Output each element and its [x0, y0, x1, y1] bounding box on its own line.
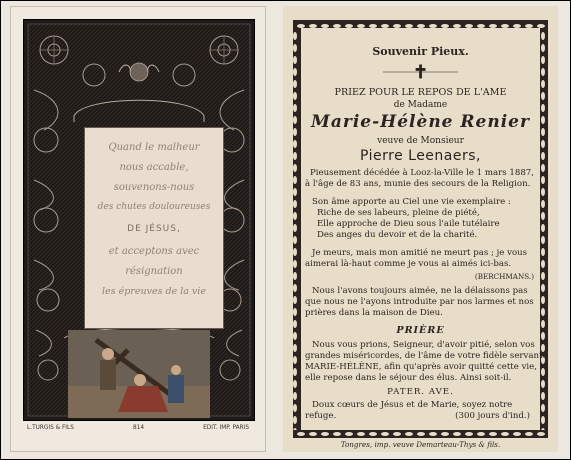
poem-line: Riche de ses labeurs, pleine de piété,	[317, 208, 480, 218]
deceased-name: Marie-Hélène Renier	[311, 112, 530, 132]
printer-imprint: Tongres, imp. veuve Demarteau-Thys & fils.	[340, 440, 501, 449]
verse-line: Quand le malheur	[108, 142, 200, 153]
verse-panel	[84, 127, 224, 329]
husband-name: Pierre Leenaers,	[359, 148, 481, 164]
quote-attribution: (BERCHMANS.)	[474, 272, 534, 281]
paragraph-line: prières dans la maison de Dieu.	[305, 308, 443, 318]
verse-line: et acceptons avec	[108, 246, 200, 257]
honorific: de Madame	[393, 100, 448, 110]
holy-card-front	[10, 6, 266, 452]
poem-line: Des anges du devoir et de la charité.	[317, 230, 478, 240]
invocation-line: refuge.	[305, 411, 337, 421]
paragraph-line: Nous l'avons toujours aimée, ne la délaissons pas	[312, 286, 528, 296]
widow-of: veuve de Monsieur	[377, 136, 464, 146]
prayer-request: PRIEZ POUR LE REPOS DE L'AME	[334, 87, 507, 98]
death-notice-line: Pieusement décédée à Looz-la-Ville le 1 mars 1887,	[310, 168, 534, 178]
card-heading: Souvenir Pieux.	[372, 45, 469, 58]
publisher-city: EDIT. IMP. PARIS	[203, 425, 249, 431]
quote-line: aimerai là-haut comme je vous ai aimés ici-bas.	[305, 259, 512, 269]
publisher-name: L.TURGIS & FILS	[27, 425, 74, 431]
quote-line: Je meurs, mais mon amitié ne meurt pas ; je vous	[312, 248, 528, 258]
memorial-text-card	[283, 6, 558, 452]
invocation-line: Doux cœurs de Jésus et de Marie, soyez notre	[312, 400, 513, 410]
publisher-line	[23, 423, 253, 437]
verse-line: nous accable,	[119, 162, 189, 173]
prayer-heading: PRIÈRE	[396, 325, 445, 336]
verse-line: les épreuves de la vie	[102, 286, 206, 297]
poem-line: Elle approche de Dieu sous l'aile tutélaire	[317, 219, 500, 229]
death-notice-line: à l'âge de 83 ans, munie des secours de la Religion.	[305, 179, 531, 189]
verse-line: DE JÉSUS,	[127, 224, 181, 234]
prayer-line: grandes miséricordes, de l'âme de votre fidèle servante	[305, 351, 548, 361]
verse-line: souvenons-nous	[113, 182, 195, 193]
verse-line: des chutes douloureuses	[97, 202, 211, 212]
christ-carrying-cross-illustration	[68, 330, 210, 418]
pater-ave: PATER. AVE.	[387, 387, 454, 397]
card-number: 814	[133, 425, 145, 431]
prayer-line: elle repose dans le séjour des élus. Ainsi soit-il.	[305, 373, 512, 383]
prayer-line: MARIE-HÉLÈNE, afin qu'après avoir quitté cette vie,	[305, 362, 537, 372]
ornamental-frame	[23, 19, 255, 421]
indulgence-note: (300 jours d'ind.)	[455, 411, 530, 421]
prayer-line: Nous vous prions, Seigneur, d'avoir pitié, selon vos	[312, 340, 535, 350]
paragraph-line: que nous ne l'ayons introduite par nos larmes et nos	[305, 297, 534, 307]
verse-line: résignation	[125, 266, 183, 277]
cherub-icon	[130, 63, 148, 81]
poem-line: Son âme apporte au Ciel une vie exemplaire :	[312, 197, 511, 207]
cross-icon: ✝	[412, 62, 429, 83]
